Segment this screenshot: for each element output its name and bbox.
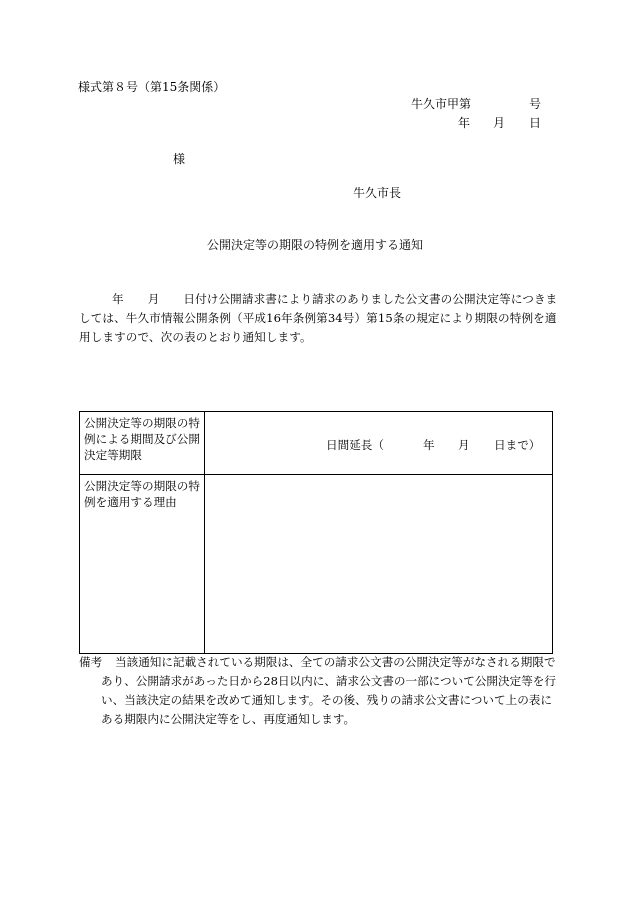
notice-table [79, 411, 553, 654]
extension-period-cell [205, 412, 553, 475]
sender-name: 牛久市長 [353, 186, 402, 200]
extension-day-label: 日まで） [494, 438, 541, 452]
document-number-suffix: 号 [529, 97, 542, 111]
extension-month-label: 月 [458, 438, 470, 452]
document-title: 公開決定等の期限の特例を適用する通知 [206, 238, 423, 252]
body-year-label: 年 [112, 292, 124, 306]
body-paragraph [79, 290, 559, 347]
remarks-text: 当該通知に記載されている期限は、全ての請求公文書の公開決定等がなされる期限であり、公開請求があった日から28日以内に、請求公文書の一部について公開決定等を行い、当該決定の結果を改めて通知します。その後、残りの請求公文書について上の表にある期限内に公開決定等をし、再度通知します。 [101, 655, 556, 726]
date-month-label: 月 [493, 116, 506, 130]
table-row [80, 412, 553, 475]
form-number: 様式第８号（第15条関係） [78, 80, 226, 94]
body-month-label: 月 [147, 292, 160, 306]
date-day-label: 日 [529, 116, 542, 130]
body-text: 日付け公開請求書により請求のありました公文書の公開決定等につきましては、牛久市情報公開条例（平成16年条例第34号）第15条の規定により期限の特例を適用しますので、次の表のとおり通知します。 [79, 292, 558, 344]
extension-days-text: 日間延長（ [326, 438, 384, 452]
extension-year-label: 年 [423, 438, 435, 452]
reason-cell [205, 475, 553, 654]
table-row [80, 475, 553, 654]
extension-period-label: 公開決定等の期限の特例による期間及び公開決定等期限 [80, 412, 205, 475]
date-year-label: 年 [458, 116, 471, 130]
document-number-prefix: 牛久市甲第 [411, 97, 472, 111]
addressee-honorific: 様 [173, 152, 186, 166]
reason-label: 公開決定等の期限の特例を適用する理由 [80, 475, 205, 654]
remarks-label: 備考 [79, 655, 103, 669]
